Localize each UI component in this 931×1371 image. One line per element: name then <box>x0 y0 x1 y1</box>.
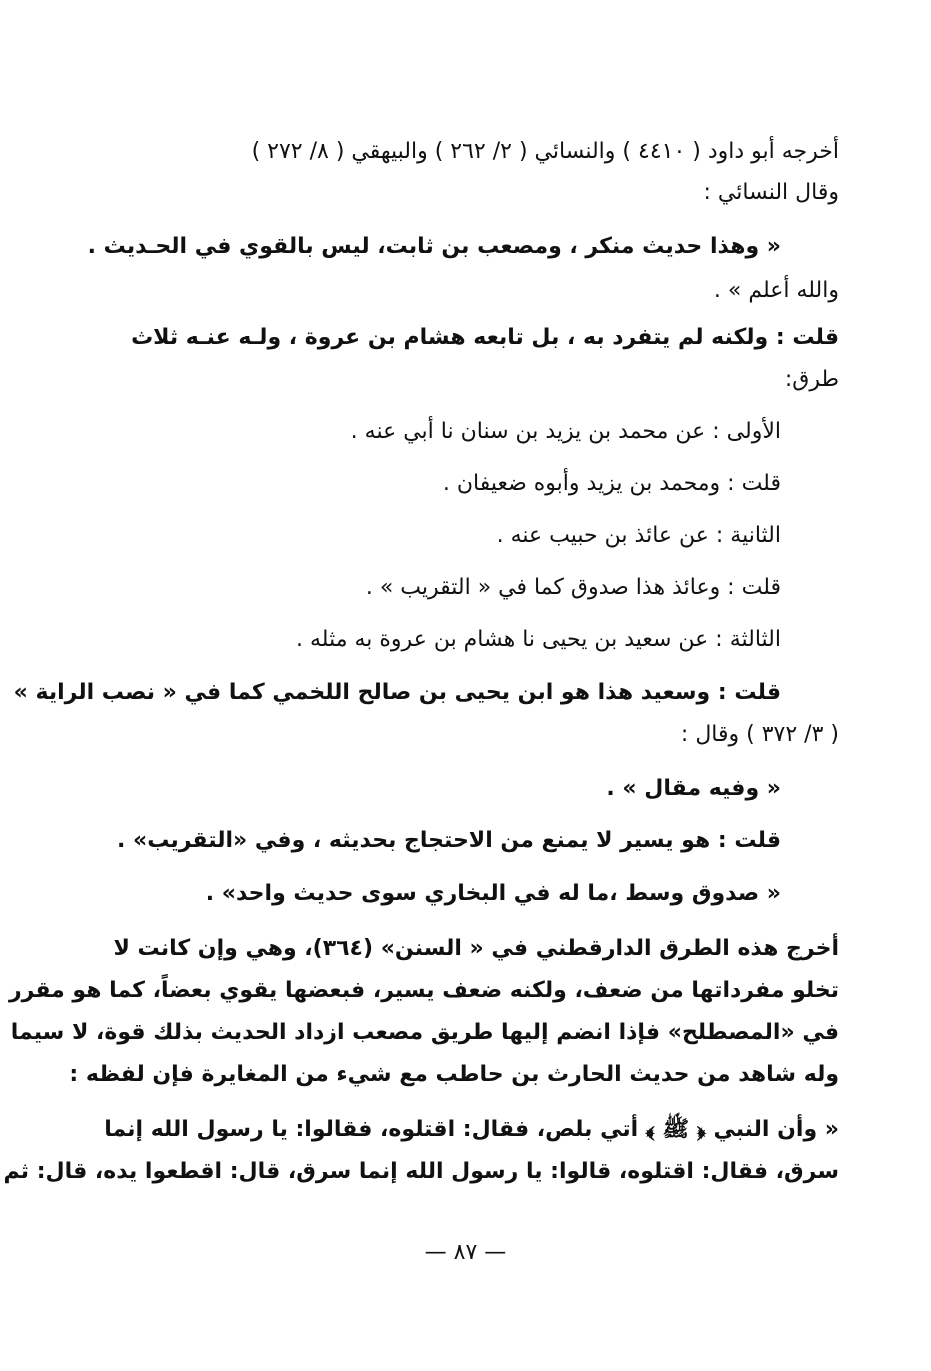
text-line-15: قلت : هو يسير لا يمنع من الاحتجاج بحديثه ، وفي «التقريب» . <box>116 828 781 853</box>
text-line-21: « وأن النبي ﴿ ﷺ ﴾ أتي بلص، فقال: اقتلوه، فقالوا: يا رسول الله إنما <box>104 1117 839 1142</box>
text-line-1: أخرجه أبو داود ( ٤٤١٠ ) والنسائي ( ٢/ ٢٦٢ ) والبيهقي ( ٨/ ٢٧٢ ) <box>251 139 839 164</box>
text-line-7: الأولى : عن محمد بن يزيد بن سنان نا أبي عنه . <box>350 419 781 444</box>
text-line-10: قلت : وعائذ هذا صدوق كما في « التقريب » . <box>365 575 781 600</box>
page-number: — ٨٧ — <box>424 1240 507 1265</box>
text-line-14: « وفيه مقال » . <box>606 776 781 801</box>
text-line-17: أخرج هذه الطرق الدارقطني في « السنن» (٣٦٤)، وهي وإن كانت لا <box>113 936 839 961</box>
text-line-13: ( ٣/ ٣٧٢ ) وقال : <box>680 722 839 747</box>
text-line-5: قلت : ولكنه لم يتفرد به ، بل تابعه هشام بن عروة ، ولـه عنـه ثلاث <box>131 325 839 350</box>
text-line-22: سرق، فقال: اقتلوه، قالوا: يا رسول الله إنما سرق، قال: اقطعوا يده، قال: ثم <box>3 1159 839 1184</box>
text-line-2: وقال النسائي : <box>703 180 839 205</box>
text-line-9: الثانية : عن عائذ بن حبيب عنه . <box>496 523 781 548</box>
text-line-4: والله أعلم » . <box>713 278 839 303</box>
text-line-3: « وهذا حديث منكر ، ومصعب بن ثابت، ليس بالقوي في الحـديث . <box>87 234 781 259</box>
text-line-12: قلت : وسعيد هذا هو ابن يحيى بن صالح اللخمي كما في « نصب الراية » <box>13 680 781 705</box>
text-line-11: الثالثة : عن سعيد بن يحيى نا هشام بن عروة به مثله . <box>296 627 781 652</box>
text-line-16: « صدوق وسط ،ما له في البخاري سوى حديث واحد» . <box>205 881 781 906</box>
text-line-18: تخلو مفرداتها من ضعف، ولكنه ضعف يسير، فبعضها يقوي بعضاً، كما هو مقرر <box>8 978 839 1003</box>
text-line-20: وله شاهد من حديث الحارث بن حاطب مع شيء من المغايرة فإن لفظه : <box>69 1062 839 1087</box>
text-line-6: طرق: <box>784 367 839 392</box>
text-line-8: قلت : ومحمد بن يزيد وأبوه ضعيفان . <box>442 471 781 496</box>
text-line-19: في «المصطلح» فإذا انضم إليها طريق مصعب ازداد الحديث بذلك قوة، لا سيما <box>10 1020 839 1045</box>
